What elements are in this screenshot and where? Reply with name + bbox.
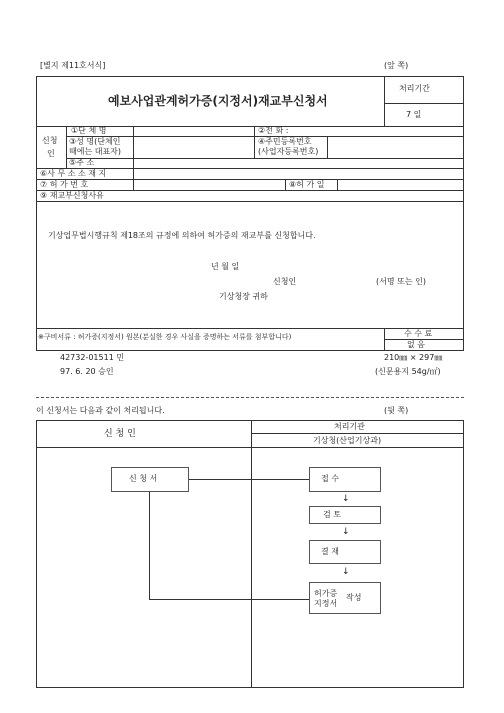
step-approve: 결 재 (321, 547, 339, 556)
paper-type: (신문용지 54g/㎡) (375, 367, 441, 376)
fee-label: 수 수 료 (404, 329, 433, 338)
processing-period-label: 처리기간 (399, 84, 430, 93)
form-number: [별지 제11호서식] (40, 61, 106, 70)
page-side-front: (앞 쪽) (384, 61, 409, 70)
step-approve-box (309, 540, 381, 564)
step-apply: 신 청 서 (129, 474, 158, 483)
step-receive: 접 수 (321, 474, 339, 483)
step-issue-2: 지정서 (314, 599, 338, 608)
step-issue: 허가증 (314, 589, 338, 598)
step-issue-3: 작성 (346, 593, 362, 602)
name-label-2: 때에는 대표자) (69, 147, 122, 156)
attachment-note: ※구비서류 : 허가증(지정서) 원본(분실한 경우 사실을 증명하는 서류를 첨부합니다) (38, 333, 292, 341)
reissue-reason-label: ⑨ 재교부신청사유 (40, 191, 104, 200)
step-review: 검 토 (323, 510, 341, 519)
step-review-box (309, 506, 381, 524)
recipient: 기상청장 귀하 (219, 292, 268, 301)
process-intro: 이 신청서는 다음과 같이 처리됩니다. (36, 406, 165, 415)
arrow-down-icon: ↓ (342, 494, 350, 504)
form-title: 예보사업관계허가증(지정서)재교부신청서 (108, 94, 328, 108)
signature-note: (서명 또는 인) (376, 277, 426, 286)
paper-size: 210㎜ × 297㎜ (384, 353, 443, 362)
step-receive-box (309, 467, 381, 492)
page-side-back: (뒷 쪽) (384, 406, 409, 415)
business-number-label: (사업자등록번호) (258, 147, 319, 156)
resident-number-label: ④주민등록번호 (258, 137, 312, 146)
organization-name-label: ①단 체 명 (71, 126, 107, 135)
address-label: ⑤주 소 (69, 158, 95, 167)
approval-date: 97. 6. 20 승인 (60, 367, 114, 376)
cut-line (36, 397, 464, 398)
office-name: 기상청(산업기상과) (313, 436, 382, 445)
form-code: 42732-01511 민 (60, 353, 125, 362)
processing-period-value: 7 일 (406, 110, 422, 119)
application-statement: 기상업무법시행규칙 제18조의 규정에 의하여 허가증의 재교부를 신청합니다. (48, 231, 316, 240)
step-issue-box (309, 582, 381, 614)
date-line: 년 월 일 (211, 262, 240, 271)
office-header: 처리기관 (334, 422, 365, 431)
applicant-signature-label: 신청인 (273, 277, 297, 286)
permit-date-label: ⑧허 가 일 (289, 180, 325, 189)
office-location-label: ⑥사 무 소 소 재 지 (40, 169, 107, 178)
permit-number-label: ⑦ 허 가 번 호 (40, 180, 89, 189)
arrow-down-icon: ↓ (342, 527, 350, 537)
applicant-label-2: 인 (47, 149, 55, 158)
phone-label: ②전 화 : (258, 126, 289, 135)
applicant-column-header: 신 청 인 (104, 429, 136, 439)
fee-value: 없 음 (407, 340, 425, 349)
applicant-label: 신청 (42, 136, 58, 145)
name-label: ③성 명(단체인 (69, 137, 121, 146)
arrow-down-icon: ↓ (342, 567, 350, 577)
